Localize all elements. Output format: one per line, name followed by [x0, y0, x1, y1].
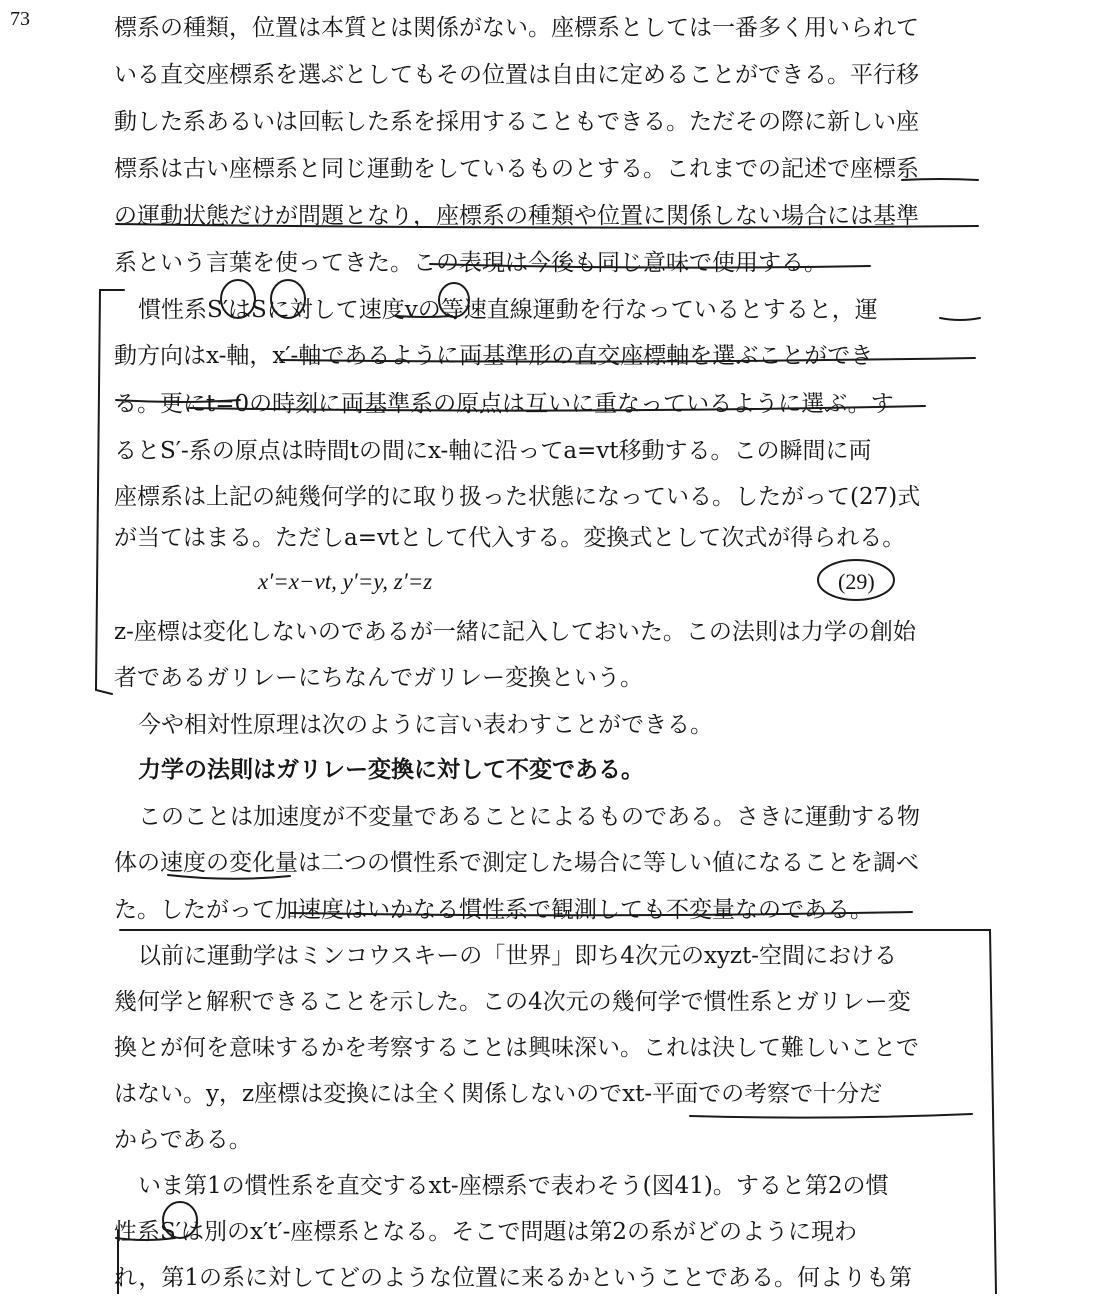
text-line: 座標系は上記の純幾何学的に取り扱った状態になっている。したがって(27)式 [114, 484, 921, 510]
text-line: 慣性系S′はSに対して速度vの等速直線運動を行なっているとすると，運 [138, 297, 878, 323]
text-line: 力学の法則はガリレー変換に対して不変である。 [138, 757, 644, 783]
text-line: 性系S′は別のx′t′-座標系となる。そこで問題は第2の系がどのように現わ [114, 1219, 858, 1245]
text-line: 動した系あるいは回転した系を採用することもできる。ただその際に新しい座 [114, 109, 919, 135]
page-number: 73 [10, 8, 30, 30]
text-line: 動方向はx-軸，x′-軸であるように両基準形の直交座標軸を選ぶことができ [114, 343, 874, 369]
text-line: はない。y，z座標は変換には全く関係しないのでxt-平面での考察で十分だ [114, 1081, 883, 1107]
text-line: 今や相対性原理は次のように言い表わすことができる。 [138, 712, 713, 738]
text-line: 以前に運動学はミンコウスキーの「世界」即ち4次元のxyzt-空間における [138, 943, 898, 969]
text-line: いま第1の慣性系を直交するxt-座標系で表わそう(図41)。すると第2の慣 [138, 1173, 889, 1199]
text-line: からである。 [114, 1127, 252, 1153]
text-line: れ，第1の系に対してどのような位置に来るかということである。何よりも第 [114, 1265, 913, 1291]
underline-mark [690, 1114, 972, 1118]
text-line: このことは加速度が不変量であることによるものである。さきに運動する物 [138, 804, 920, 830]
text-line: 換とが何を意味するかを考察することは興味深い。これは決して難しいことで [114, 1035, 919, 1061]
text-line: の運動状態だけが問題となり，座標系の種類や位置に関係しない場合には基準 [114, 203, 919, 229]
text-line: 系という言葉を使ってきた。この表現は今後も同じ意味で使用する。 [114, 250, 827, 276]
text-line: いる直交座標系を選ぶとしてもその位置は自由に定めることができる。平行移 [114, 62, 919, 88]
text-line: z-座標は変化しないのであるが一緒に記入しておいた。この法則は力学の創始 [114, 619, 916, 645]
text-line: る。更にt=0の時刻に両基準系の原点は互いに重なっているように選ぶ。す [114, 391, 894, 417]
text-line: 標系の種類，位置は本質とは関係がない。座標系としては一番多く用いられて [114, 15, 919, 41]
text-line: た。したがって加速度はいかなる慣性系で観測しても不変量なのである。 [114, 897, 873, 923]
text-line: 体の速度の変化量は二つの慣性系で測定した場合に等しい値になることを調べ [114, 850, 919, 876]
text-line: が当てはまる。ただしa=vtとして代入する。変換式として次式が得られる。 [114, 525, 906, 551]
equation-29: x′=x−vt, y′=y, z′=z [258, 569, 433, 594]
text-line: 標系は古い座標系と同じ運動をしているものとする。これまでの記述で座標系 [114, 156, 919, 182]
text-line: 幾何学と解釈できることを示した。この4次元の幾何学で慣性系とガリレー変 [114, 989, 911, 1015]
text-line: 者であるガリレーにちなんでガリレー変換という。 [114, 665, 643, 691]
equation-number: (29) [838, 569, 875, 594]
text-line: るとS′-系の原点は時間tの間にx-軸に沿ってa=vt移動する。この瞬間に両 [114, 438, 872, 464]
